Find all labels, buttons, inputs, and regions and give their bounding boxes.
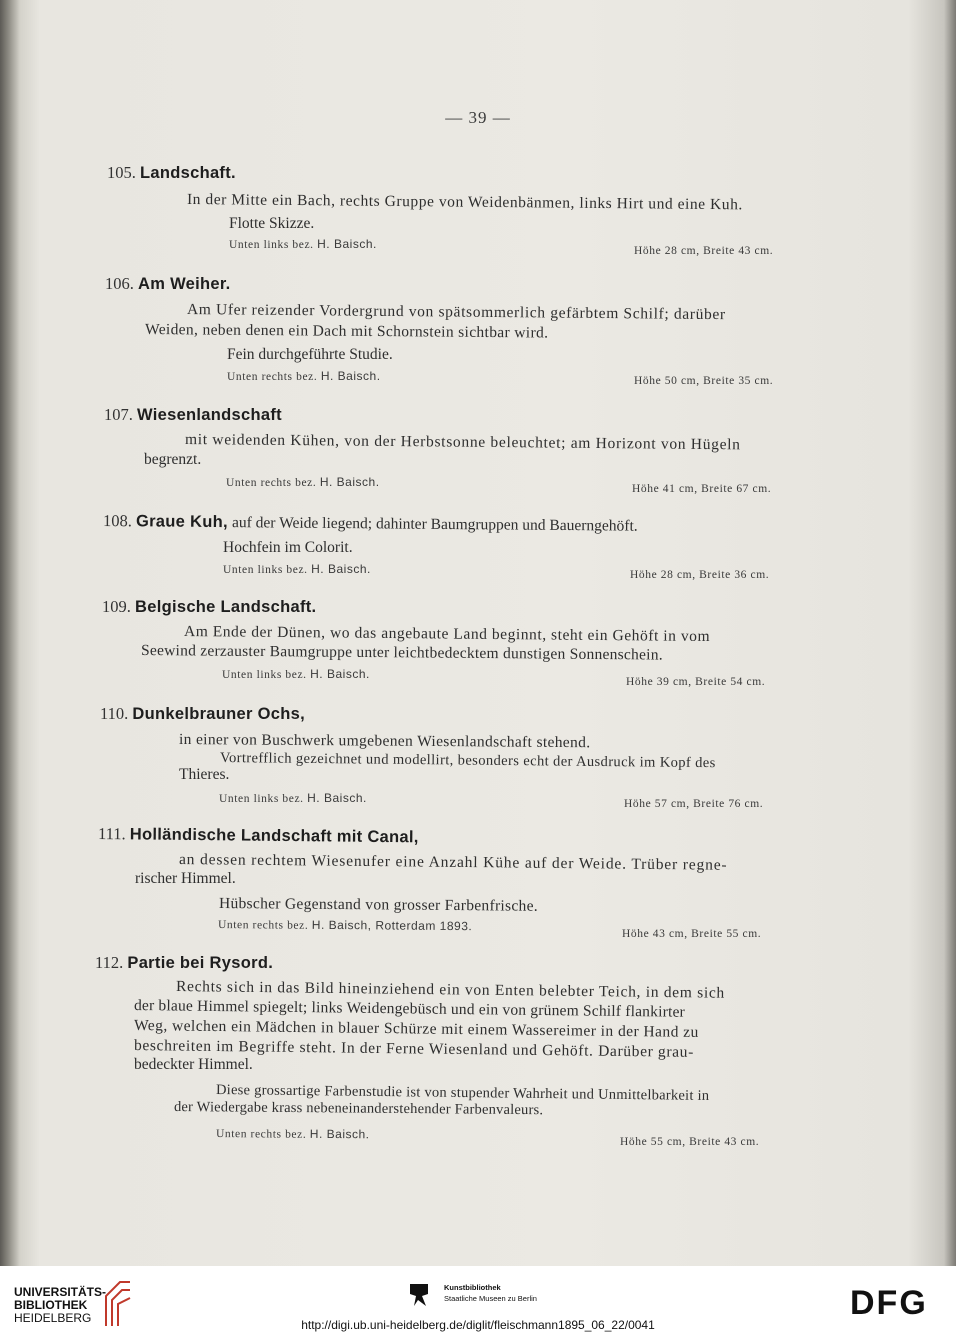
permalink-url[interactable]: http://digi.ub.uni-heidelberg.de/diglit/fleischmann1895_06_22/0041 (301, 1318, 655, 1332)
description-line: an dessen rechtem Wiesenufer eine Anzahl Kühe auf der Weide. Trüber regne- (178, 851, 728, 874)
logo-text: BIBLIOTHEK (14, 1298, 88, 1312)
signature-prefix: Unten rechts bez. (226, 477, 317, 489)
signature-prefix: Unten links bez. (229, 239, 314, 251)
signature-name: H. Baisch. (311, 562, 371, 576)
entry-number: 110. (100, 704, 129, 723)
dimensions: Höhe 41 cm, Breite 67 cm. (632, 483, 772, 495)
dimensions: Höhe 28 cm, Breite 36 cm. (630, 569, 770, 581)
entry-number: 106. (105, 274, 134, 293)
entry-number: 108. (102, 511, 132, 531)
dimensions: Höhe 28 cm, Breite 43 cm. (634, 245, 774, 257)
description-line: der blaue Himmel spiegelt; links Weidengebüsch und ein von grünem Schilf flankirter (133, 997, 686, 1021)
entry-title: Dunkelbrauner Ochs, (132, 705, 305, 723)
dimensions: Höhe 39 cm, Breite 54 cm. (626, 676, 766, 688)
logo-text: Kunstbibliothek (444, 1283, 501, 1292)
description-line: Seewind zerzauster Baumgruppe unter leichtbedecktem dunstigen Sonnenschein. (140, 642, 663, 664)
description-line: Fein durchgeführte Studie. (227, 346, 393, 363)
entry-number: 112. (95, 953, 124, 972)
entry-title: Belgische Landschaft. (135, 598, 317, 616)
signature-name: H. Baisch. (310, 667, 370, 681)
signature-name: H. Baisch. (320, 369, 381, 383)
signature-name: H. Baisch. (309, 1126, 370, 1142)
signature-name: H. Baisch. (317, 237, 377, 251)
entry-title: Landschaft. (140, 164, 236, 182)
description-line: Rechts sich in das Bild hineinziehend ein von Enten belebter Teich, in dem sich (175, 978, 726, 1002)
description-line: begrenzt. (144, 451, 202, 468)
signature-name: H. Baisch, Rotterdam 1893. (311, 917, 473, 934)
description-line: Diese grossartige Farbenstudie ist von stupender Wahrheit und Unmittelbarkeit in (215, 1082, 710, 1105)
entry-number: 109. (102, 597, 131, 616)
logo-text: HEIDELBERG (14, 1311, 92, 1325)
entry-title: Graue Kuh, (135, 512, 229, 532)
signature-note (216, 1127, 370, 1142)
logo-text: UNIVERSITÄTS- (14, 1285, 107, 1299)
signature-note (227, 370, 381, 384)
entry-heading (107, 165, 236, 182)
signature-note (229, 238, 377, 252)
entry-heading (105, 276, 231, 293)
description-line: rischer Himmel. (135, 870, 236, 887)
signature-prefix: Unten rechts bez. (215, 1128, 307, 1141)
signature-note (223, 563, 371, 577)
description-line: Weg, welchen ein Mädchen in blauer Schürze mit einem Wassereimer in der Hand zu (133, 1017, 699, 1041)
entry-number: 111. (97, 824, 126, 844)
entry-heading (102, 599, 316, 616)
entry-title: Wiesenlandschaft (137, 406, 282, 424)
signature-prefix: Unten rechts bez. (217, 919, 309, 932)
signature-note (222, 668, 370, 682)
entry-heading (98, 826, 419, 846)
digitization-footer (0, 1266, 956, 1334)
description-line: Thieres. (179, 766, 230, 783)
description-line: Weiden, neben denen ein Dach mit Schornstein sichtbar wird. (144, 321, 549, 342)
page-number: — 39 — (445, 108, 511, 127)
dfg-logo[interactable]: DFG (850, 1284, 928, 1322)
signature-name: H. Baisch. (307, 791, 367, 805)
description-line: Flotte Skizze. (229, 215, 315, 232)
signature-note (226, 476, 380, 490)
description-line: bedeckter Himmel. (134, 1056, 253, 1073)
signature-prefix: Unten links bez. (219, 793, 304, 805)
description-line: mit weidenden Kühen, von der Herbstsonne beleuchtet; am Horizont von Hügeln (184, 431, 741, 454)
entry-number: 107. (104, 405, 133, 424)
dimensions: Höhe 57 cm, Breite 76 cm. (624, 798, 764, 810)
description-line: Am Ende der Dünen, wo das angebaute Land beginnt, steht ein Gehöft in vom (183, 623, 711, 646)
description-line: der Wiedergabe krass nebeneinanderstehender Farbenvaleurs. (173, 1099, 544, 1119)
entry-inline-description: auf der Weide liegend; dahinter Baumgruppen und Bauerngehöft. (231, 514, 638, 535)
entry-heading (95, 955, 273, 972)
dimensions: Höhe 50 cm, Breite 35 cm. (634, 375, 774, 387)
entry-title: Holländische Landschaft mit Canal, (129, 825, 419, 847)
logo-text: Staatliche Museen zu Berlin (444, 1294, 537, 1303)
kunstbibliothek-logo[interactable] (408, 1274, 568, 1314)
signature-prefix: Unten rechts bez. (227, 371, 318, 383)
signature-note (218, 918, 472, 934)
entry-heading (104, 407, 282, 424)
signature-prefix: Unten links bez. (222, 669, 307, 681)
signature-name: H. Baisch. (319, 475, 380, 489)
signature-prefix: Unten links bez. (223, 564, 308, 576)
description-line: Hochfein im Colorit. (223, 539, 353, 556)
description-line: in einer von Buschwerk umgebenen Wiesenlandschaft stehend. (178, 731, 591, 752)
description-line: Hübscher Gegenstand von grosser Farbenfrische. (218, 895, 539, 915)
entry-title: Partie bei Rysord. (127, 954, 274, 972)
description-line: In der Mitte ein Bach, rechts Gruppe von Weidenbänmen, links Hirt und eine Kuh. (186, 191, 743, 214)
dimensions: Höhe 43 cm, Breite 55 cm. (622, 928, 762, 940)
eagle-emblem-icon (408, 1282, 430, 1308)
entry-heading (100, 706, 305, 723)
entry-number: 105. (107, 163, 136, 182)
signature-note (219, 792, 367, 806)
description-line: beschreiten im Begriffe steht. In der Ferne Wiesenland und Gehöft. Darüber grau- (133, 1037, 695, 1061)
dimensions: Höhe 55 cm, Breite 43 cm. (620, 1136, 760, 1148)
entry-title: Am Weiher. (138, 275, 231, 293)
description-line: Vortrefflich gezeichnet und modellirt, besonders echt der Ausdruck im Kopf des (219, 750, 716, 772)
entry-heading (103, 513, 638, 534)
description-line: Am Ufer reizender Vordergrund von spätsommerlich gefärbtem Schilf; darüber (186, 301, 726, 324)
